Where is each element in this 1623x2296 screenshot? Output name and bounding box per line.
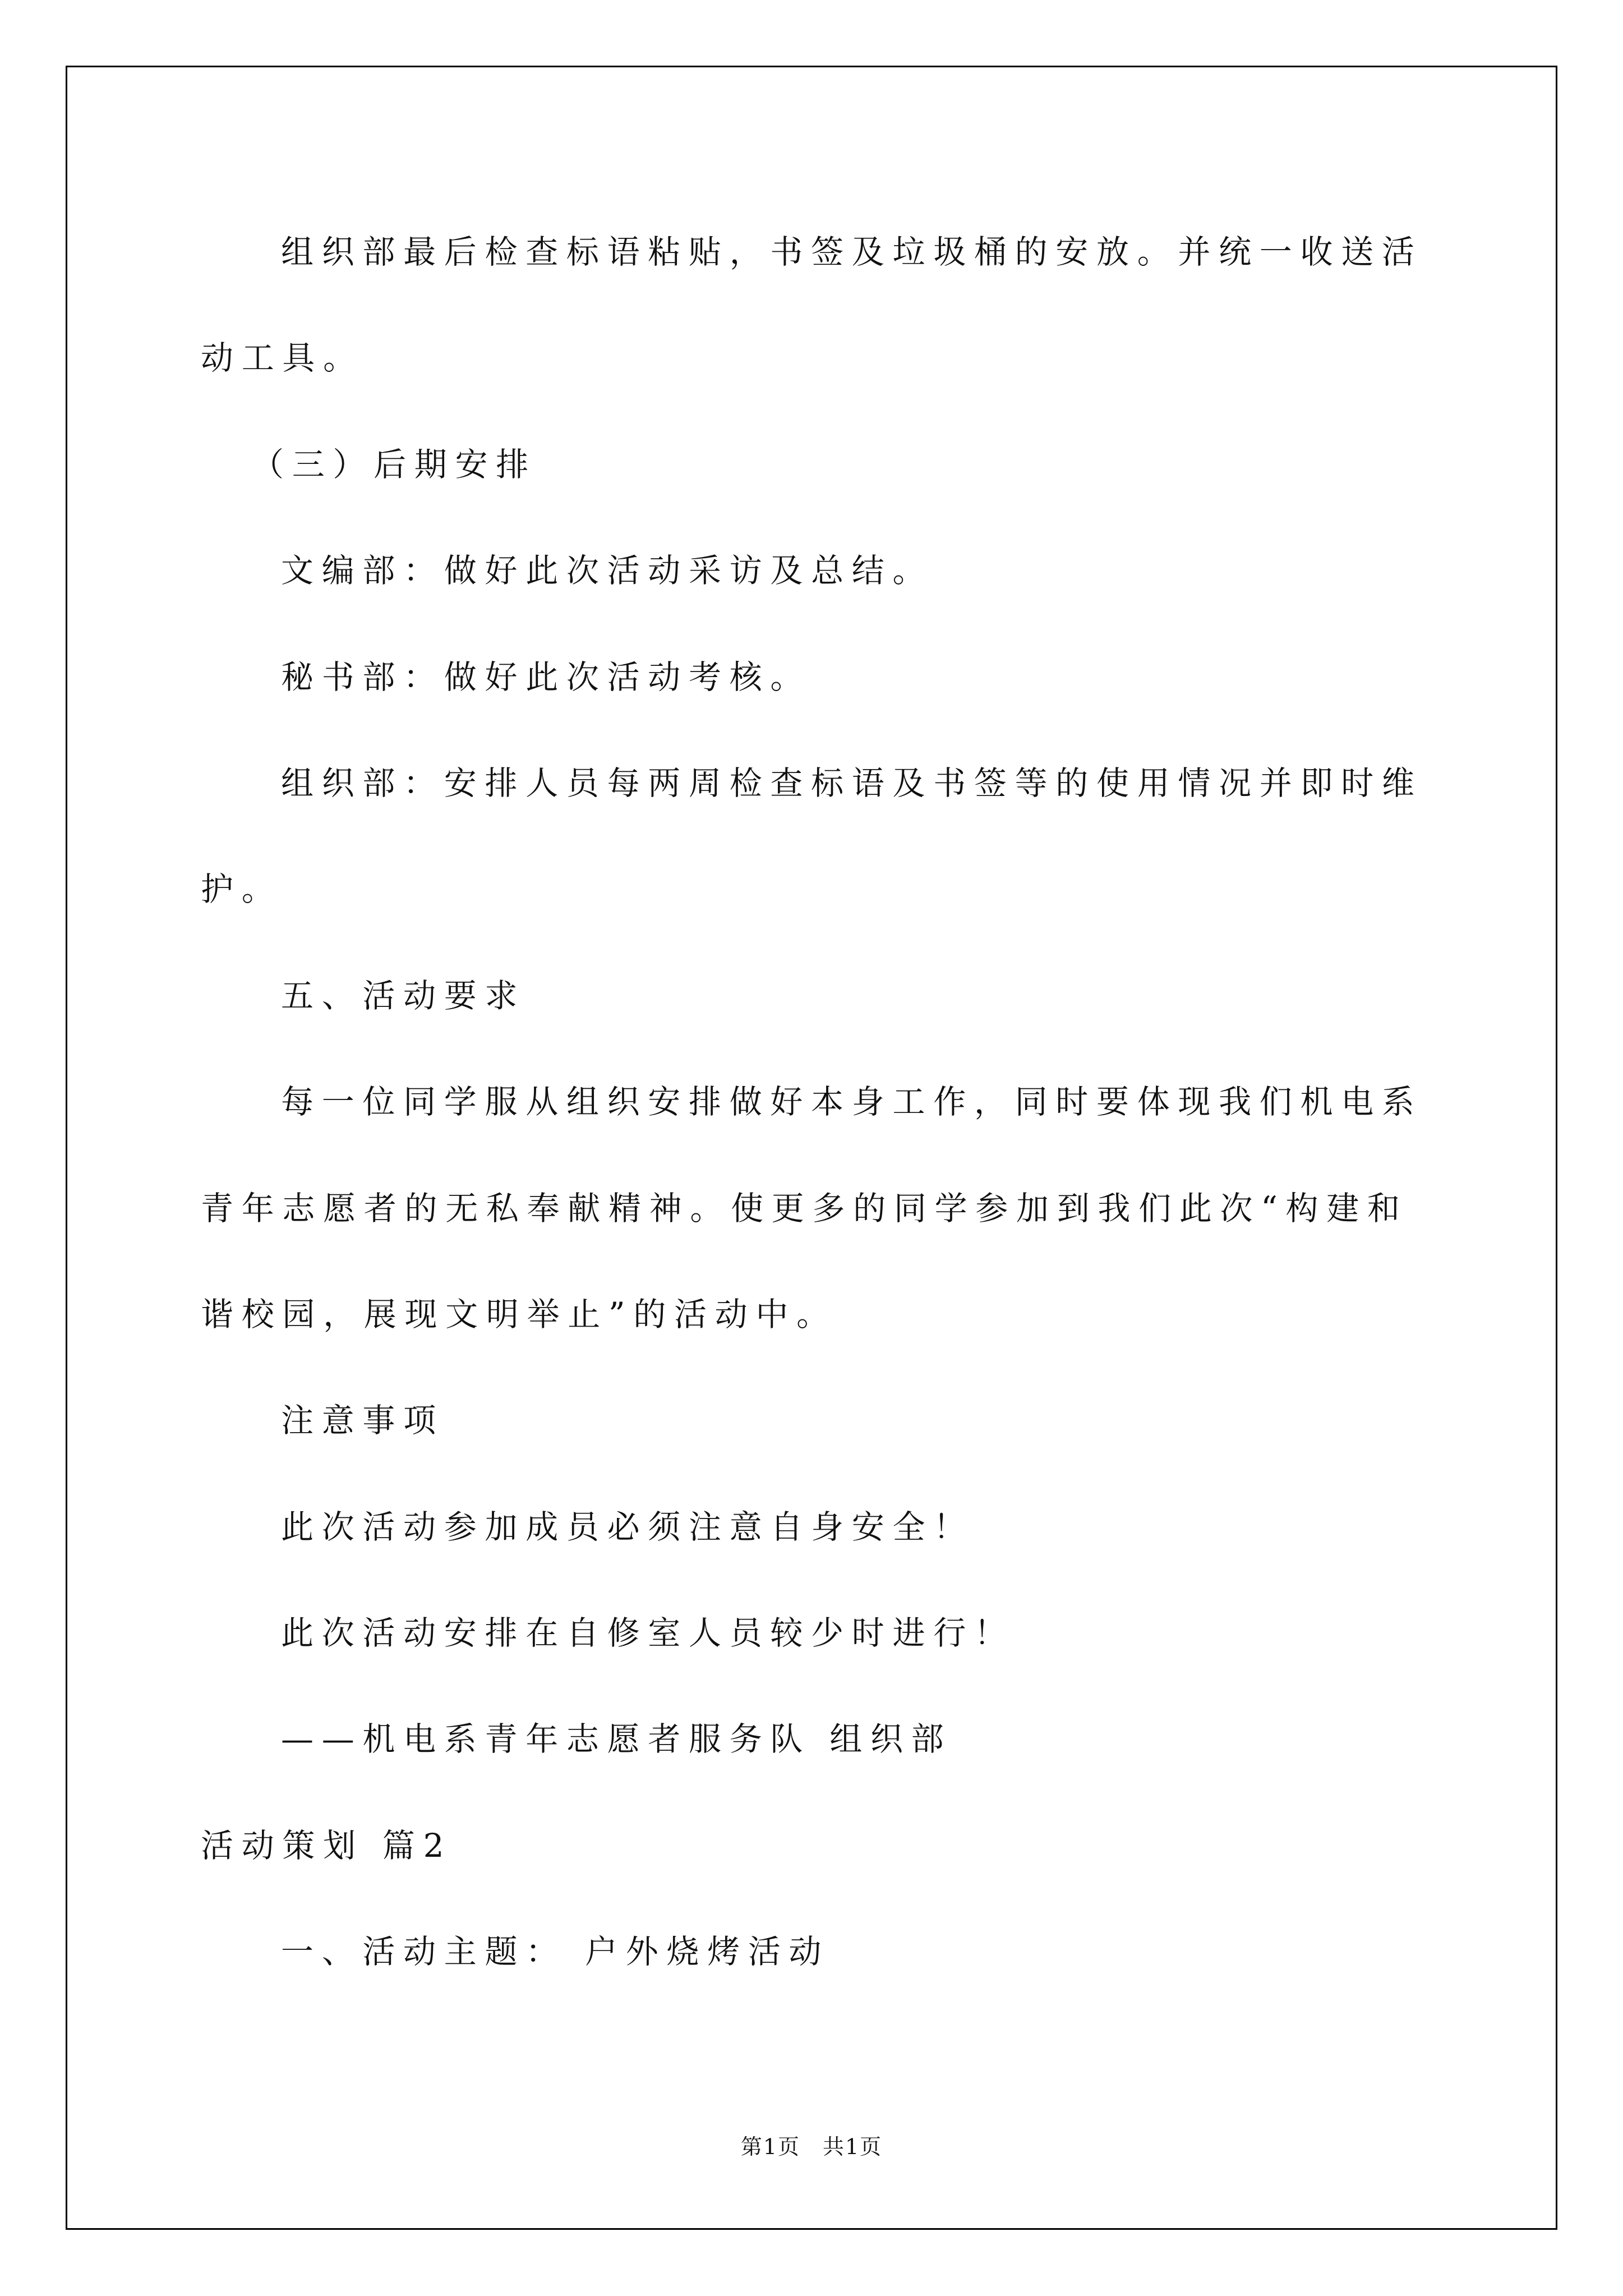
body-text-line: 组织部最后检查标语粘贴，书签及垃圾桶的安放。并统一收送活 xyxy=(281,233,1423,271)
section-heading: 五、活动要求 xyxy=(281,976,526,1015)
body-text-line: 青年志愿者的无私奉献精神。使更多的同学参加到我们此次“构建和 xyxy=(201,1189,1408,1227)
page-number-footer: 第1页 共1页 xyxy=(740,2134,883,2159)
body-text-line: 护。 xyxy=(201,870,283,909)
document-body xyxy=(0,199,1623,2005)
body-text-line: 每一位同学服从组织安排做好本身工作，同时要体现我们机电系 xyxy=(281,1083,1423,1121)
body-text-line: 秘书部：做好此次活动考核。 xyxy=(281,657,811,696)
body-text-line: 此次活动安排在自修室人员较少时进行！ xyxy=(281,1614,1015,1653)
section-heading: 注意事项 xyxy=(281,1401,444,1440)
section-heading: 一、活动主题： 户外烧烤活动 xyxy=(281,1932,830,1971)
body-text-line: 组织部：安排人员每两周检查标语及书签等的使用情况并即时维 xyxy=(281,763,1423,802)
section-heading: （三）后期安排 xyxy=(251,445,537,484)
body-text-line: 文编部：做好此次活动采访及总结。 xyxy=(281,551,934,590)
article-title: 活动策划 篇2 xyxy=(201,1826,453,1865)
body-text-line: 动工具。 xyxy=(201,339,364,378)
signature-line: ——机电系青年志愿者服务队 组织部 xyxy=(281,1720,952,1759)
body-text-line: 此次活动参加成员必须注意自身安全！ xyxy=(281,1507,974,1546)
body-text-line: 谐校园，展现文明举止”的活动中。 xyxy=(201,1295,837,1333)
